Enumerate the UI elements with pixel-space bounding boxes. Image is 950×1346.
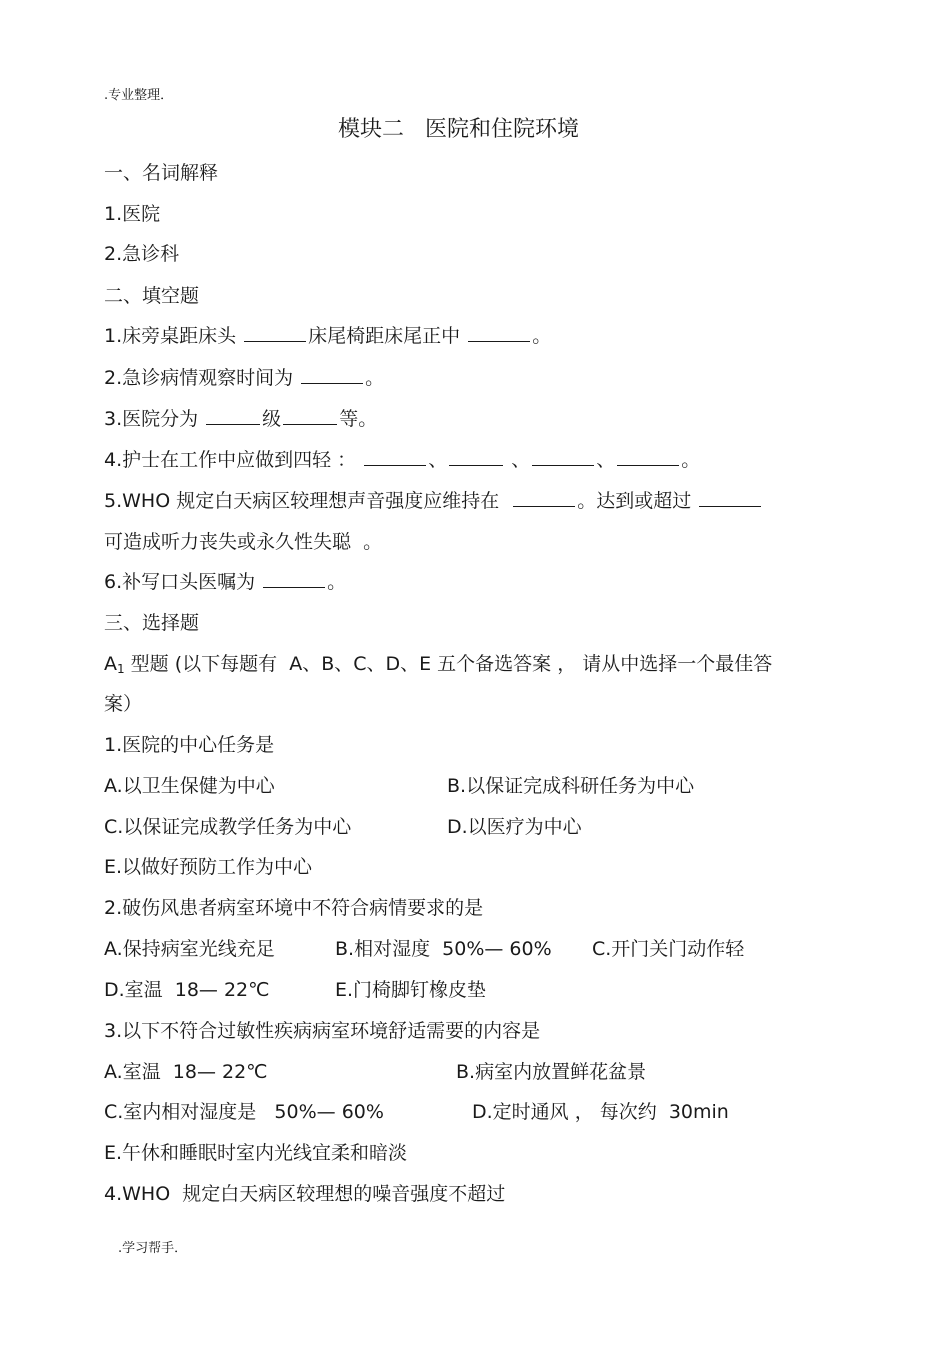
choice-question-1-stem: 1.医院的中心任务是 (104, 734, 275, 756)
choice-question-4-stem: 4.WHO 规定白天病区较理想的噪音强度不超过 (104, 1183, 506, 1205)
fill-question-4: 4.护士在工作中应做到四轻 ： 、 、 、 。 (104, 449, 701, 471)
fill-question-6: 6.补写口头医嘱为 。 (104, 571, 347, 593)
section-3-heading: 三、选择题 (104, 612, 200, 634)
q3-option-e[interactable]: E.午休和睡眠时室内光线宜柔和暗淡 (104, 1142, 408, 1164)
q3-option-a[interactable]: A.室温 18— 22℃ (104, 1061, 268, 1083)
fill-question-1: 1.床旁桌距床头 床尾椅距床尾正中 。 (104, 325, 552, 347)
section-2-heading: 二、填空题 (104, 285, 200, 307)
choice-intro-continued: 案） (104, 693, 143, 715)
fill-question-2: 2.急诊病情观察时间为 。 (104, 367, 385, 389)
choice-question-2-stem: 2.破伤风患者病室环境中不符合病情要求的是 (104, 897, 484, 919)
fill-question-5-continued: 可造成听力丧失或永久性失聪 。 (104, 531, 383, 553)
choice-intro: $A_1$ 型题 (以下每题有 A、B、C、D、E 五个备选答案 ， 请从中选择一个最佳答 (104, 653, 773, 676)
answer-blank[interactable] (617, 449, 679, 466)
answer-blank[interactable] (468, 325, 530, 342)
q2-option-e[interactable]: E.门椅脚钉橡皮垫 (335, 979, 487, 1001)
page-title: 模块二 医院和住院环境 (338, 117, 579, 142)
q2-option-b[interactable]: B.相对湿度 50%— 60% (335, 938, 552, 960)
q1-option-a[interactable]: A.以卫生保健为中心 (104, 775, 275, 797)
q2-option-d[interactable]: D.室温 18— 22℃ (104, 979, 270, 1001)
answer-blank[interactable] (283, 408, 337, 425)
term-item-1: 1.医院 (104, 203, 161, 225)
answer-blank[interactable] (301, 367, 363, 384)
q3-option-b[interactable]: B.病室内放置鲜花盆景 (456, 1061, 647, 1083)
answer-blank[interactable] (449, 449, 503, 466)
answer-blank[interactable] (513, 490, 575, 507)
q3-option-c[interactable]: C.室内相对湿度是 50%— 60% (104, 1101, 384, 1123)
choice-question-3-stem: 3.以下不符合过敏性疾病病室环境舒适需要的内容是 (104, 1020, 541, 1042)
q1-option-d[interactable]: D.以医疗为中心 (447, 816, 582, 838)
answer-blank[interactable] (244, 325, 306, 342)
fill-question-3: 3.医院分为 级 等。 (104, 408, 378, 430)
page-footer: .学习帮手． (118, 1241, 188, 1256)
fill-question-5: 5.WHO 规定白天病区较理想声音强度应维持在 。达到或超过 (104, 489, 763, 513)
q2-option-c[interactable]: C.开门关门动作轻 (592, 938, 745, 960)
answer-blank[interactable] (263, 571, 325, 588)
answer-blank[interactable] (532, 449, 594, 466)
page-header: .专业整理． (104, 88, 174, 103)
q3-option-d[interactable]: D.定时通风 ， 每次约 30min (472, 1101, 729, 1123)
answer-blank[interactable] (699, 490, 761, 507)
answer-blank[interactable] (206, 408, 260, 425)
answer-blank[interactable] (364, 449, 426, 466)
section-1-heading: 一、名词解释 (104, 162, 219, 184)
q1-option-c[interactable]: C.以保证完成教学任务为中心 (104, 816, 352, 838)
q1-option-e[interactable]: E.以做好预防工作为中心 (104, 856, 313, 878)
q2-option-a[interactable]: A.保持病室光线充足 (104, 938, 275, 960)
term-item-2: 2.急诊科 (104, 243, 180, 265)
q1-option-b[interactable]: B.以保证完成科研任务为中心 (447, 775, 695, 797)
